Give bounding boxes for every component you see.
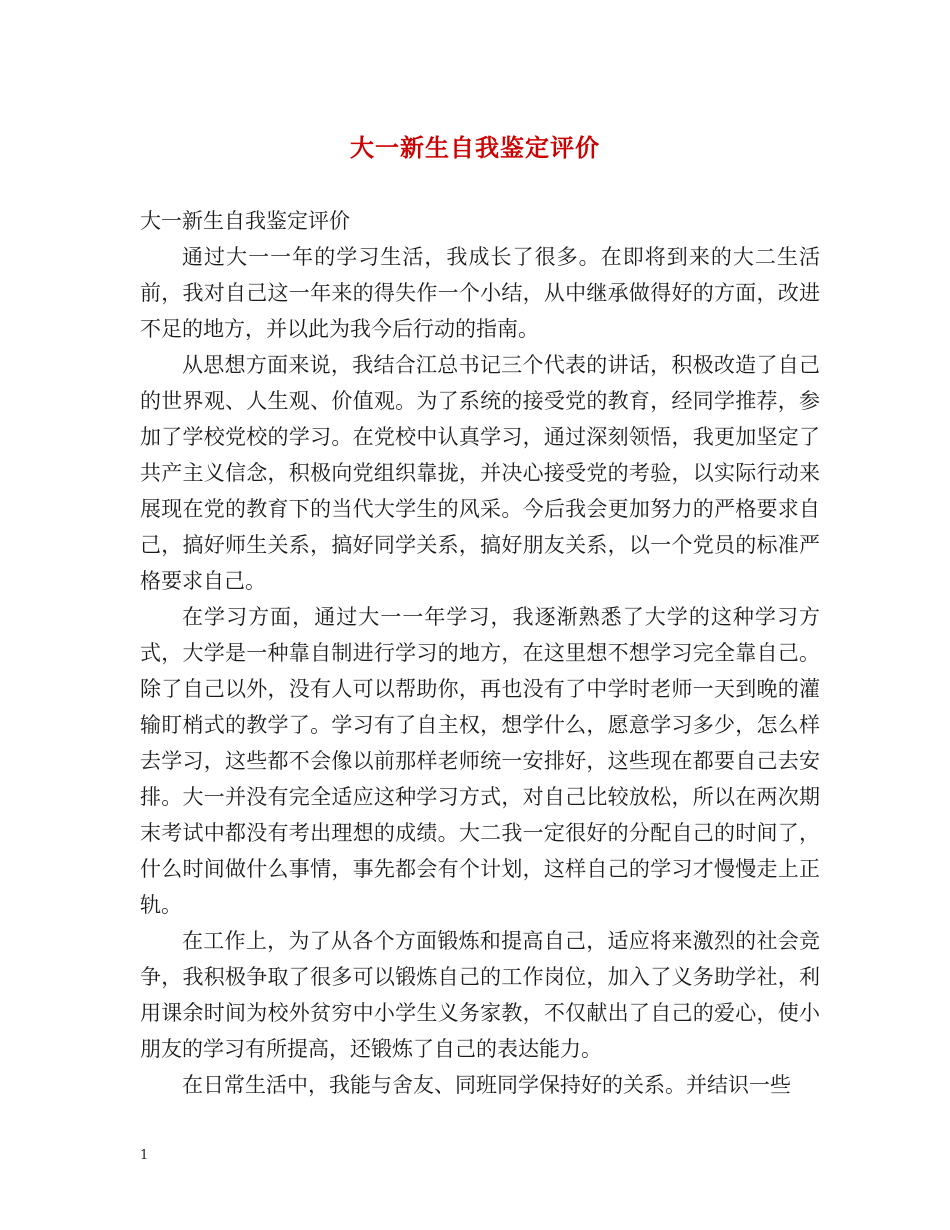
paragraph-study: 在学习方面，通过大一一年学习，我逐渐熟悉了大学的这种学习方式，大学是一种靠自制进行学习的地方，在这里想不想学习完全靠自己。除了自己以外，没有人可以帮助你，再也没有了中学时老师一天到晚的灌输盯梢式的教学了。学习有了自主权，想学什么，愿意学习多少，怎么样去学习，这些都不会像以前那样老师统一安排好，这些现在都要自己去安排。大一并没有完全适应这种学习方式，对自己比较放松，所以在两次期末考试中都没有考出理想的成绩。大二我一定很好的分配自己的时间了，什么时间做什么事情，事先都会有个计划，这样自己的学习才慢慢走上正轨。 (140, 605, 820, 917)
paragraph-intro: 通过大一一年的学习生活，我成长了很多。在即将到来的大二生活前，我对自己这一年来的得失作一个小结，从中继承做得好的方面，改进不足的地方，并以此为我今后行动的指南。 (140, 245, 820, 341)
page-number: 1 (140, 1148, 149, 1163)
paragraph-work: 在工作上，为了从各个方面锻炼和提高自己，适应将来激烈的社会竞争，我积极争取了很多可以锻炼自己的工作岗位，加入了义务助学社，利用课余时间为校外贫穷中小学生义务家教，不仅献出了自己的爱心，使小朋友的学习有所提高，还锻炼了自己的表达能力。 (140, 929, 820, 1061)
document-body (140, 203, 820, 1103)
document-title: 大一新生自我鉴定评价 (350, 133, 600, 162)
document-subtitle: 大一新生自我鉴定评价 (140, 209, 350, 233)
paragraph-thought: 从思想方面来说，我结合江总书记三个代表的讲话，积极改造了自己的世界观、人生观、价值观。为了系统的接受党的教育，经同学推荐，参加了学校党校的学习。在党校中认真学习，通过深刻领悟，我更加坚定了共产主义信念，积极向党组织靠拢，并决心接受党的考验，以实际行动来展现在党的教育下的当代大学生的风采。今后我会更加努力的严格要求自己，搞好师生关系，搞好同学关系，搞好朋友关系，以一个党员的标准严格要求自己。 (140, 353, 820, 593)
paragraph-daily-life: 在日常生活中，我能与舍友、同班同学保持好的关系。并结识一些 (182, 1073, 791, 1097)
